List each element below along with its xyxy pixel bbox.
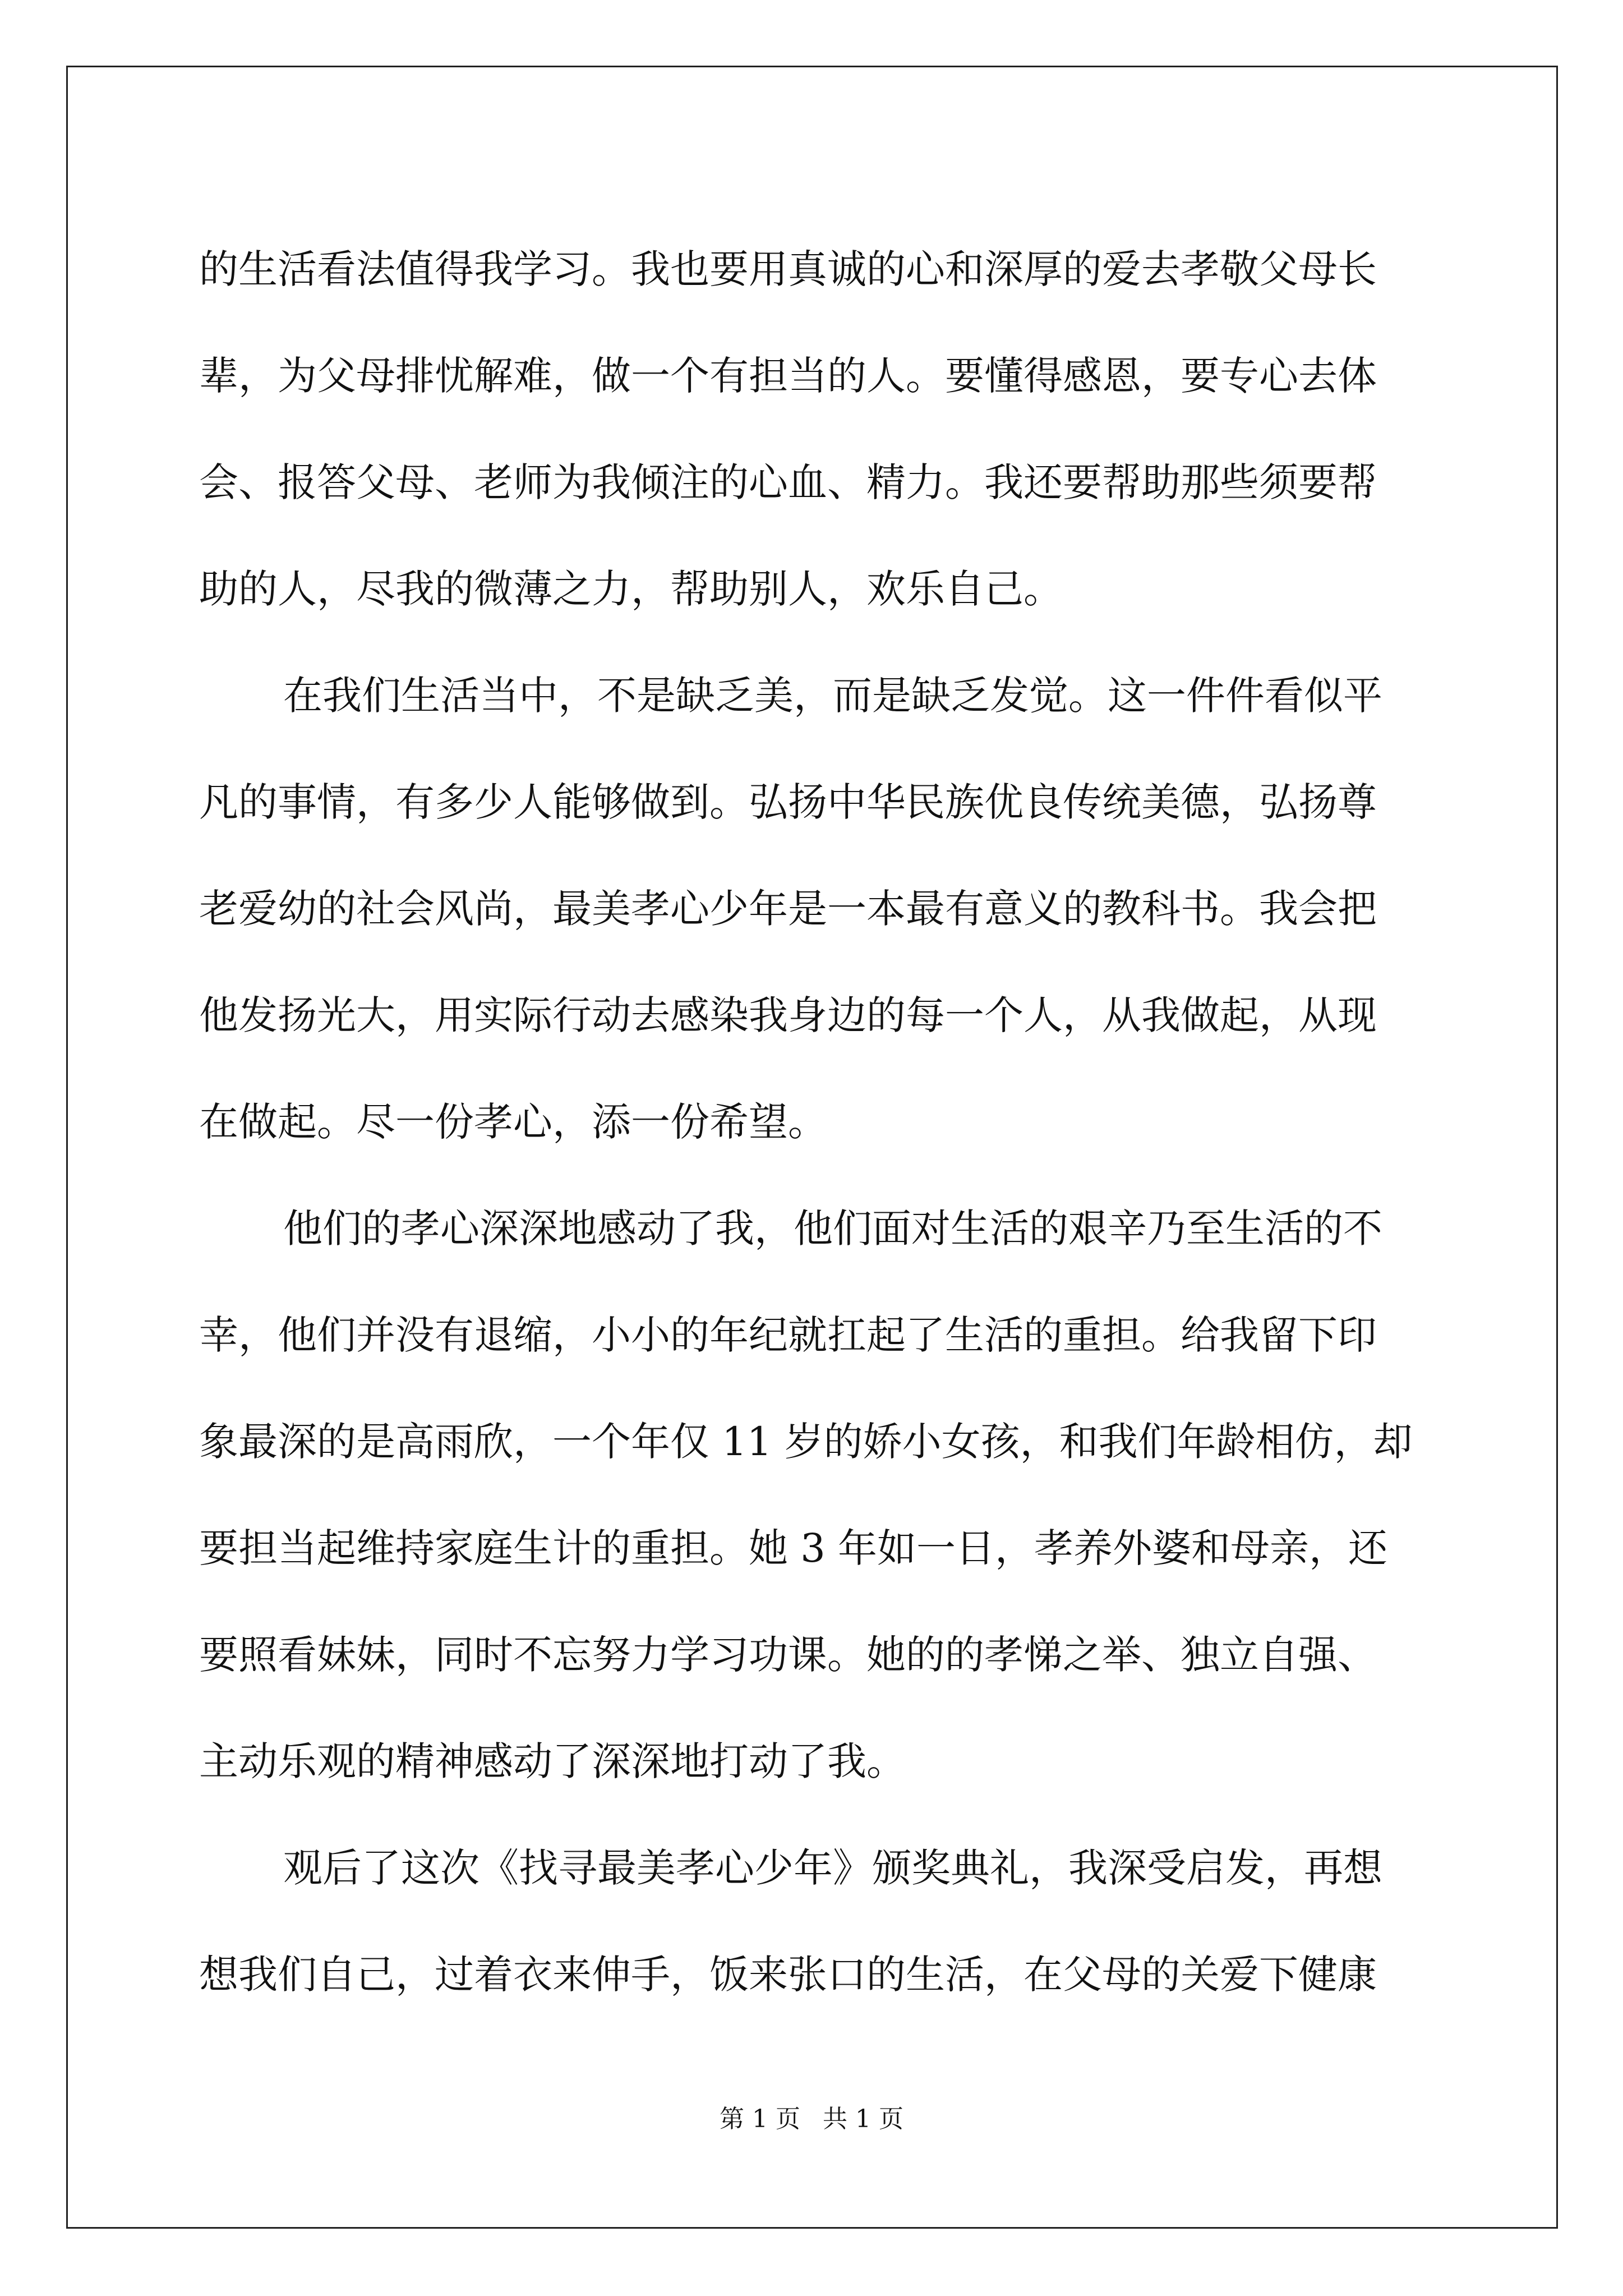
- text-line: 辈，为父母排忧解难，做一个有担当的人。要懂得感恩，要专心去体: [199, 353, 1377, 399]
- page-total: 共 1 页: [823, 2105, 903, 2133]
- text-line: 幸，他们并没有退缩，小小的年纪就扛起了生活的重担。给我留下印: [199, 1312, 1377, 1358]
- text-line: 凡的事情，有多少人能够做到。弘扬中华民族优良传统美德，弘扬尊: [199, 779, 1377, 825]
- text-line: 会、报答父母、老师为我倾注的心血、精力。我还要帮助那些须要帮: [199, 459, 1377, 505]
- text-line: 他发扬光大，用实际行动去感染我身边的每一个人，从我做起，从现: [199, 992, 1377, 1038]
- document-body: [199, 216, 1422, 2028]
- page-footer: [0, 2102, 1623, 2136]
- text-line: 想我们自己，过着衣来伸手，饭来张口的生活，在父母的关爱下健康: [199, 1952, 1377, 1998]
- text-line: 要照看妹妹，同时不忘努力学习功课。她的的孝悌之举、独立自强、: [199, 1632, 1377, 1678]
- text-line: 在做起。尽一份孝心，添一份希望。: [199, 1099, 827, 1145]
- paragraph-first-line: 观后了这次《找寻最美孝心少年》颁奖典礼，我深受启发，再想: [283, 1845, 1382, 1891]
- text-line: 的生活看法值得我学习。我也要用真诚的心和深厚的爱去孝敬父母长: [199, 246, 1377, 292]
- paragraph-first-line: 在我们生活当中，不是缺乏美，而是缺乏发觉。这一件件看似平: [283, 673, 1382, 719]
- paragraph-first-line: 他们的孝心深深地感动了我，他们面对生活的艰辛乃至生活的不: [283, 1205, 1382, 1251]
- text-line: 助的人，尽我的微薄之力，帮助别人，欢乐自己。: [199, 566, 1063, 612]
- text-line: 老爱幼的社会风尚，最美孝心少年是一本最有意义的教科书。我会把: [199, 886, 1377, 932]
- text-line: 主动乐观的精神感动了深深地打动了我。: [199, 1738, 906, 1784]
- text-line: 象最深的是高雨欣，一个年仅 11 岁的娇小女孩，和我们年龄相仿，却: [199, 1419, 1413, 1465]
- text-line: 要担当起维持家庭生计的重担。她 3 年如一日，孝养外婆和母亲，还: [199, 1525, 1388, 1571]
- page-number: 第 1 页: [720, 2105, 800, 2133]
